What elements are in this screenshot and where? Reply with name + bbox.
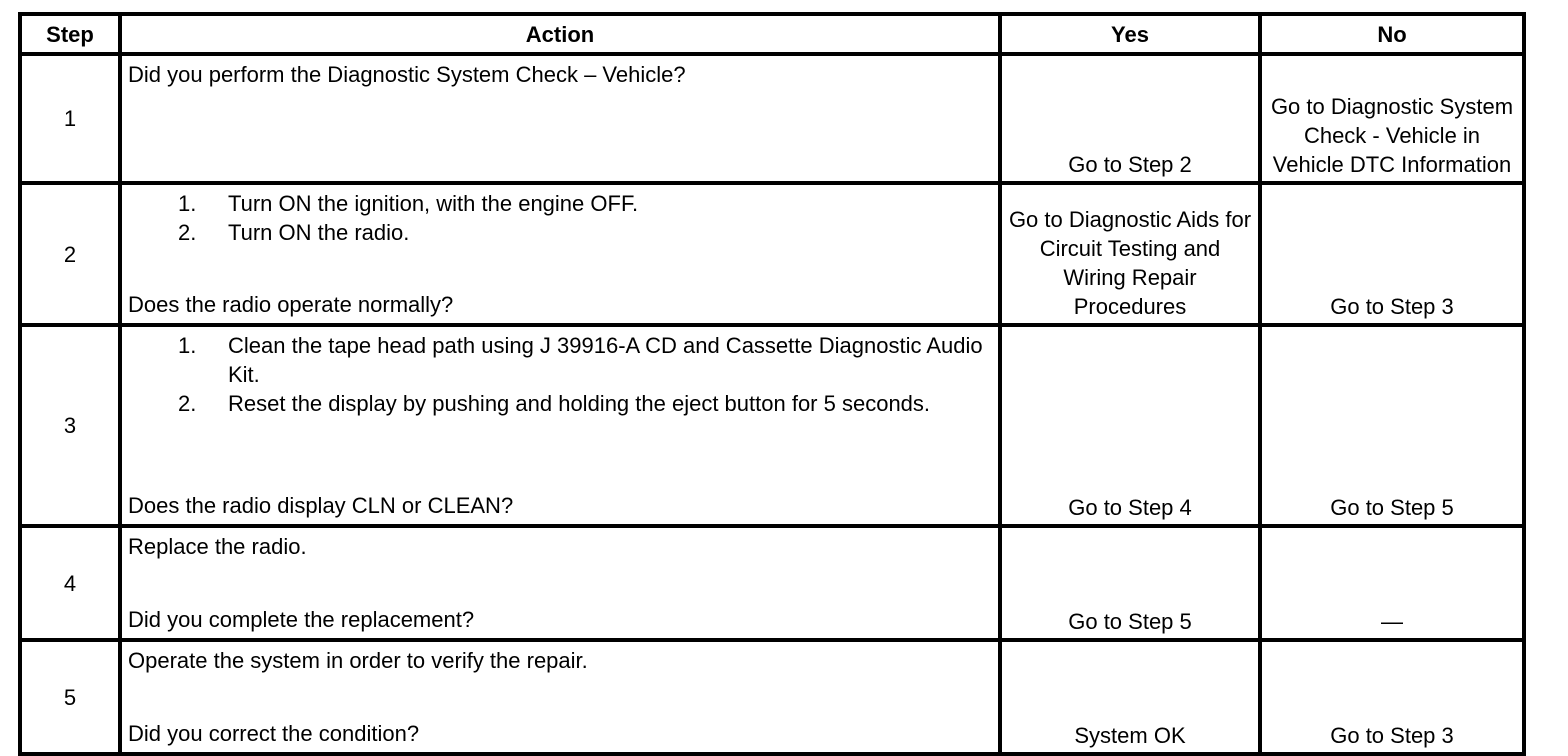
action-question: Did you correct the condition? xyxy=(128,721,420,746)
diagnostic-table xyxy=(18,12,1526,756)
action-cell xyxy=(120,640,1000,754)
header-yes: Yes xyxy=(1000,14,1260,54)
action-step: 1. Turn ON the ignition, with the engine OFF. xyxy=(178,191,639,216)
header-step: Step xyxy=(20,14,120,54)
action-cell xyxy=(120,183,1000,325)
header-no: No xyxy=(1260,14,1524,54)
action-cell xyxy=(120,54,1000,183)
yes-cell: Go to Step 5 xyxy=(1000,526,1260,640)
table-row xyxy=(20,325,1524,526)
yes-cell: System OK xyxy=(1000,640,1260,754)
step-number: 5 xyxy=(20,640,120,754)
action-steps-list xyxy=(128,189,992,247)
action-text: Did you perform the Diagnostic System Check – Vehicle? xyxy=(128,62,686,87)
no-cell: Go to Diagnostic System Check - Vehicle in Vehicle DTC Information xyxy=(1260,54,1524,183)
no-cell: Go to Step 5 xyxy=(1260,325,1524,526)
action-cell xyxy=(120,526,1000,640)
action-question: Does the radio display CLN or CLEAN? xyxy=(128,493,514,518)
yes-cell: Go to Step 4 xyxy=(1000,325,1260,526)
action-step: 2. Turn ON the radio. xyxy=(178,220,410,245)
header-action: Action xyxy=(120,14,1000,54)
table-row xyxy=(20,640,1524,754)
action-step: 1. Clean the tape head path using J 39916-A CD and Cassette Diagnostic Audio Kit. xyxy=(178,333,983,387)
diagnostic-table-frame xyxy=(18,12,1522,748)
yes-cell: Go to Diagnostic Aids for Circuit Testing and Wiring Repair Procedures xyxy=(1000,183,1260,325)
action-question: Does the radio operate normally? xyxy=(128,292,454,317)
no-cell: Go to Step 3 xyxy=(1260,183,1524,325)
step-number: 4 xyxy=(20,526,120,640)
action-steps-list xyxy=(128,331,992,418)
table-row xyxy=(20,183,1524,325)
step-number: 1 xyxy=(20,54,120,183)
action-text: Operate the system in order to verify the repair. xyxy=(128,648,588,673)
table-row xyxy=(20,526,1524,640)
header-row xyxy=(20,14,1524,54)
no-cell: — xyxy=(1260,526,1524,640)
action-question: Did you complete the replacement? xyxy=(128,607,475,632)
action-step: 2. Reset the display by pushing and holding the eject button for 5 seconds. xyxy=(178,391,931,416)
no-cell: Go to Step 3 xyxy=(1260,640,1524,754)
step-number: 2 xyxy=(20,183,120,325)
action-cell xyxy=(120,325,1000,526)
action-text: Replace the radio. xyxy=(128,534,307,559)
yes-cell: Go to Step 2 xyxy=(1000,54,1260,183)
step-number: 3 xyxy=(20,325,120,526)
table-row xyxy=(20,54,1524,183)
